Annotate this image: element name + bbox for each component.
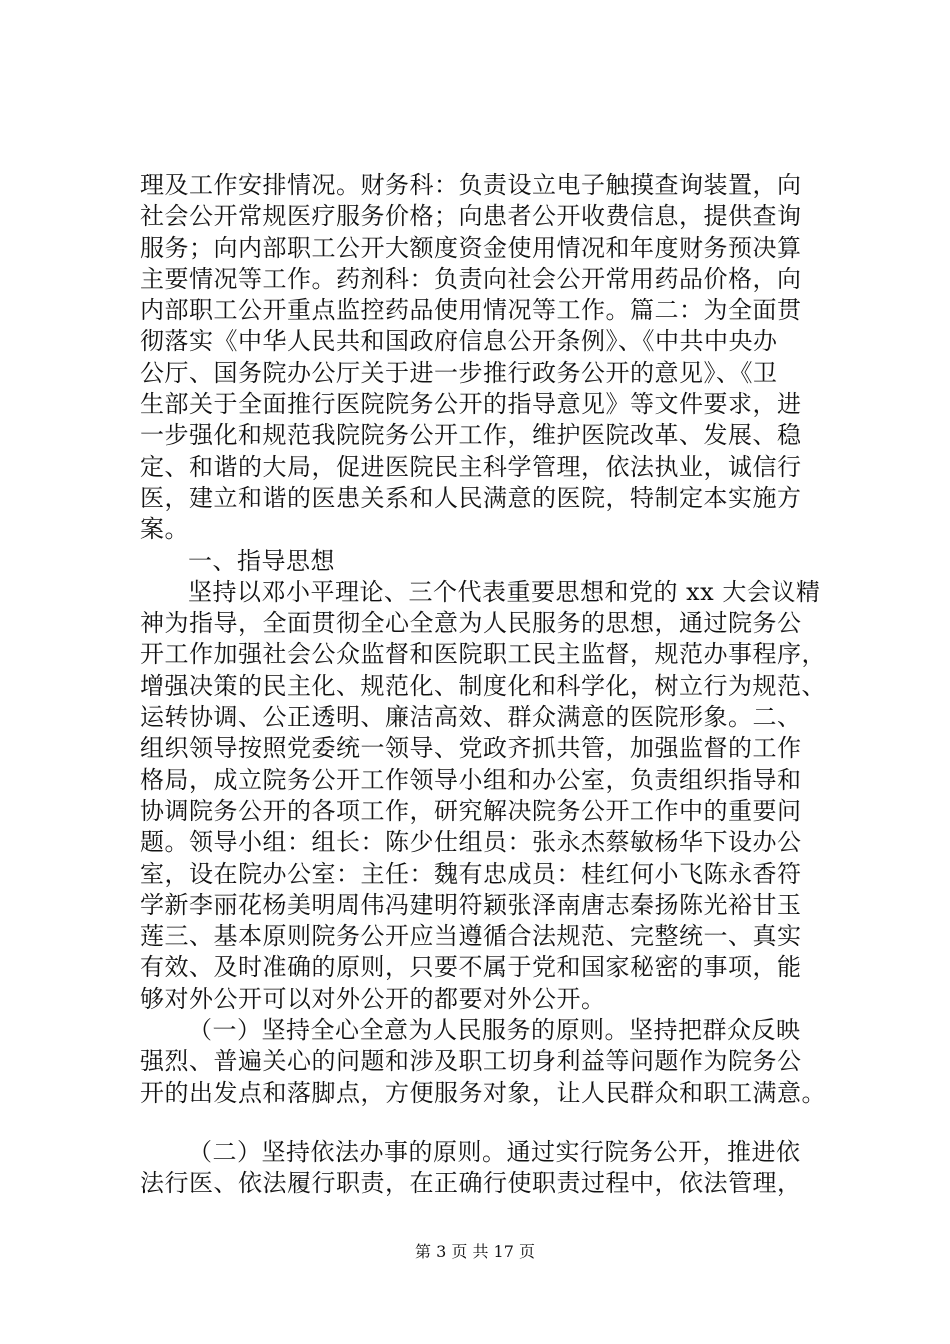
- text-line: 一步强化和规范我院院务公开工作，维护医院改革、发展、稳: [140, 421, 802, 450]
- text-line: 格局，成立院务公开工作领导小组和办公室，负责组织指导和: [140, 765, 802, 794]
- text-line: 够对外公开可以对外公开的都要对外公开。: [140, 984, 606, 1013]
- text-line: 生部关于全面推行医院院务公开的指导意见》等文件要求，进: [140, 390, 802, 419]
- text-line: 室，设在院办公室：主任：魏有忠成员：桂红何小飞陈永香符: [140, 859, 802, 888]
- text-line: （二）坚持依法办事的原则。通过实行院务公开，推进依: [188, 1137, 801, 1166]
- text-line: 法行医、依法履行职责，在正确行使职责过程中，依法管理，: [140, 1169, 802, 1198]
- text-line: 题。领导小组：组长：陈少仕组员：张永杰蔡敏杨华下设办公: [140, 828, 802, 857]
- text-line: 案。: [140, 515, 189, 544]
- text-line: 有效、及时准确的原则，只要不属于党和国家秘密的事项，能: [140, 953, 802, 982]
- text-line: 理及工作安排情况。财务科：负责设立电子触摸查询装置，向: [140, 171, 802, 199]
- text-line: 组织领导按照党委统一领导、党政齐抓共管，加强监督的工作: [140, 734, 802, 763]
- text-line: 内部职工公开重点监控药品使用情况等工作。篇二：为全面贯: [140, 296, 802, 325]
- text-line: 学新李丽花杨美明周伟冯建明符颖张泽南唐志秦扬陈光裕甘玉: [140, 890, 802, 919]
- text-line: 主要情况等工作。药剂科：负责向社会公开常用药品价格，向: [140, 264, 802, 293]
- text-line: 彻落实《中华人民共和国政府信息公开条例》、《中共中央办: [140, 327, 778, 356]
- text-line: 增强决策的民主化、规范化、制度化和科学化，树立行为规范、: [140, 671, 826, 700]
- text-line: 莲三、基本原则院务公开应当遵循合法规范、完整统一、真实: [140, 922, 802, 951]
- text-line: 强烈、普遍关心的问题和涉及职工切身利益等问题作为院务公: [140, 1047, 802, 1076]
- text-line: 神为指导，全面贯彻全心全意为人民服务的思想，通过院务公: [140, 609, 802, 638]
- text-line: 服务；向内部职工公开大额度资金使用情况和年度财务预决算: [140, 233, 802, 262]
- text-line: 一、指导思想: [188, 546, 335, 575]
- text-line: 医，建立和谐的医患关系和人民满意的医院，特制定本实施方: [140, 483, 802, 512]
- text-line: 运转协调、公正透明、廉洁高效、群众满意的医院形象。二、: [140, 703, 802, 732]
- text-line: 坚持以邓小平理论、三个代表重要思想和党的 xx 大会议精: [188, 577, 821, 606]
- document-body: [140, 170, 830, 1200]
- page-footer: 第 3 页 共 17 页: [415, 1242, 535, 1261]
- text-line: 社会公开常规医疗服务价格；向患者公开收费信息，提供查询: [140, 202, 802, 231]
- paragraph-gap: [140, 1109, 830, 1137]
- text-line: 公厅、国务院办公厅关于进一步推行政务公开的意见》、《卫: [140, 358, 778, 387]
- text-line: 定、和谐的大局，促进医院民主科学管理，依法执业，诚信行: [140, 452, 802, 481]
- text-line: 开工作加强社会公众监督和医院职工民主监督，规范办事程序，: [140, 640, 826, 669]
- text-line: 协调院务公开的各项工作，研究解决院务公开工作中的重要问: [140, 796, 802, 825]
- text-line: 开的出发点和落脚点，方便服务对象，让人民群众和职工满意。: [140, 1078, 826, 1107]
- text-line: （一）坚持全心全意为人民服务的原则。坚持把群众反映: [188, 1016, 801, 1045]
